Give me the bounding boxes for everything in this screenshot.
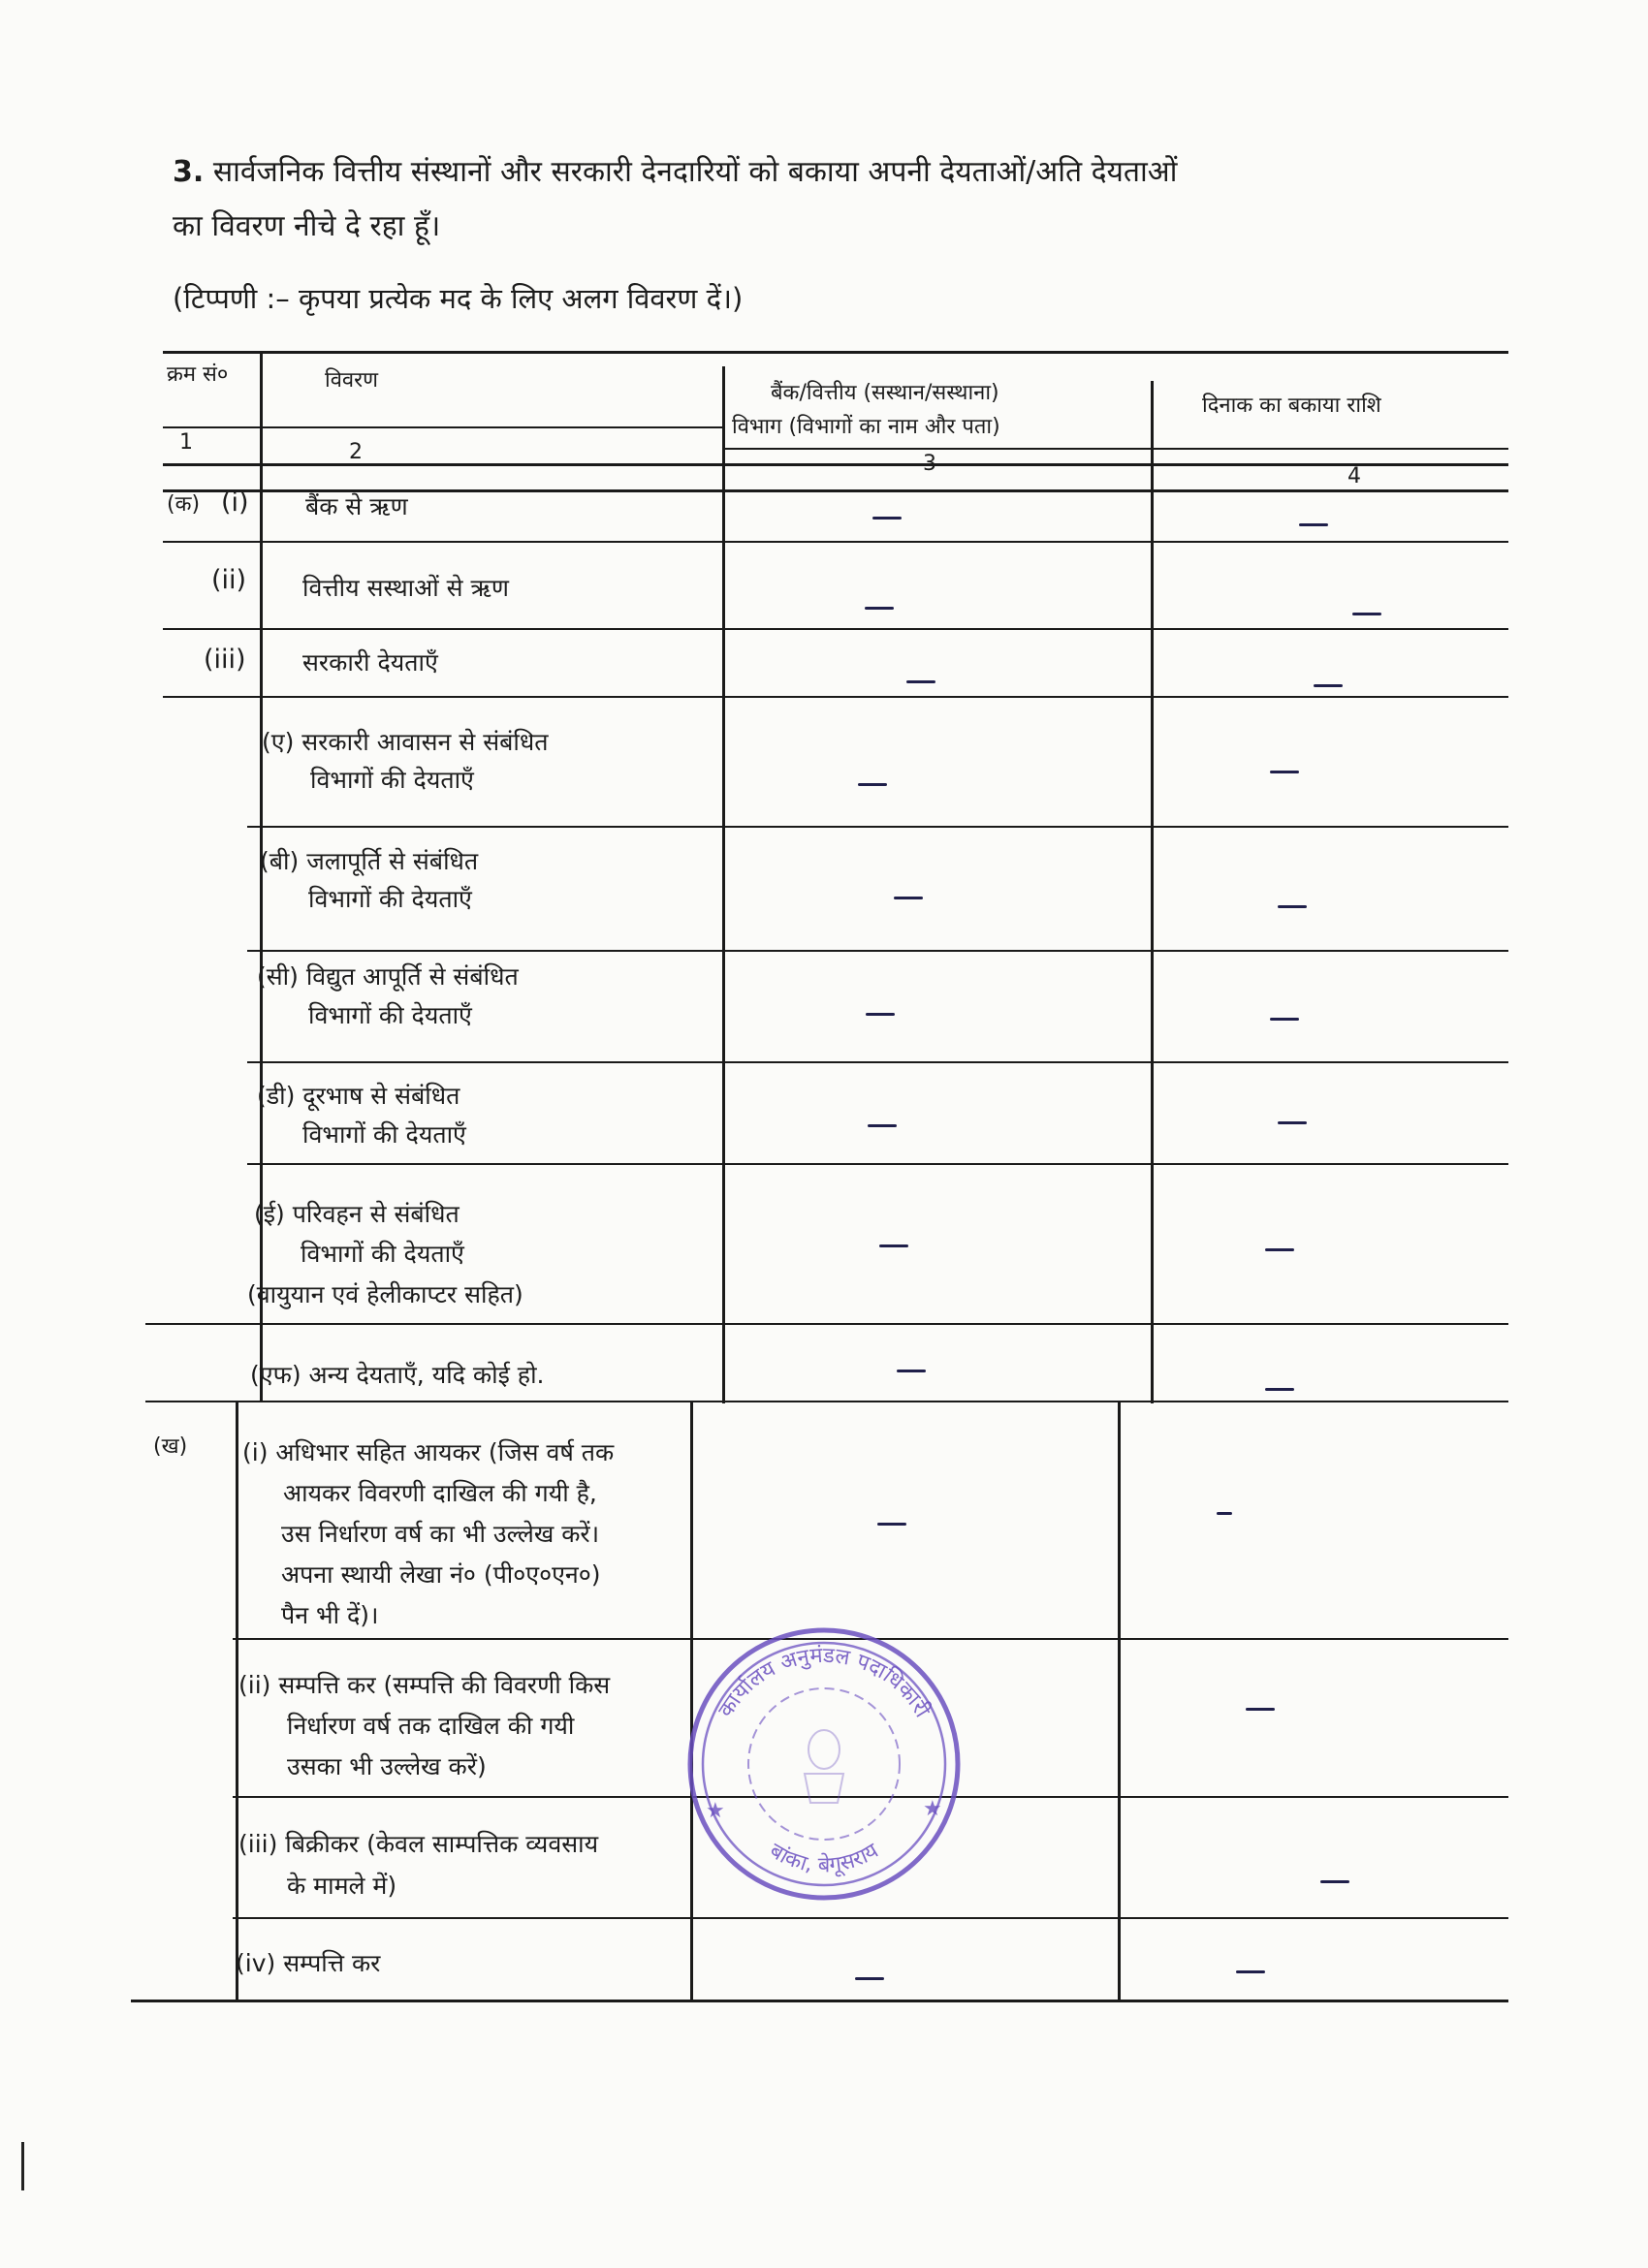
- amount-value-blank: [1314, 684, 1343, 687]
- row-description: (डी) दूरभाष से संबंधित: [257, 1082, 460, 1110]
- row-description: आयकर विवरणी दाखिल की गयी है,: [283, 1479, 597, 1507]
- row-serial-prefix: (ख): [153, 1434, 188, 1459]
- row-description: उस निर्धारण वर्ष का भी उल्लेख करें।: [281, 1520, 600, 1548]
- instruction-note: (टिप्पणी :– कृपया प्रत्येक मद के लिए अलग विवरण दें।): [173, 282, 744, 315]
- colnum-divider: [163, 463, 1508, 466]
- emblem-icon: [805, 1730, 843, 1803]
- amount-value-blank: [1246, 1708, 1275, 1711]
- row-divider: [145, 1401, 1508, 1402]
- svg-text:बांका, बेगूसराय: [765, 1839, 883, 1879]
- col-number: 4: [1347, 464, 1361, 488]
- bank-value-blank: [855, 1977, 884, 1980]
- row-description: (ई) परिवहन से संबंधित: [254, 1200, 460, 1228]
- row-serial: (i): [221, 488, 249, 518]
- col-number: 1: [179, 430, 193, 455]
- office-seal-stamp: [669, 1604, 979, 1914]
- col-divider: [1151, 381, 1154, 1403]
- row-divider: [247, 1061, 1508, 1063]
- row-description: वित्तीय सस्थाओं से ऋण: [302, 574, 509, 602]
- row-description: उसका भी उल्लेख करें): [287, 1752, 487, 1780]
- row-divider: [145, 1323, 1508, 1325]
- stamp-star-icon: ★: [923, 1797, 942, 1821]
- bank-value-blank: [866, 1013, 895, 1016]
- amount-value-blank: [1278, 1121, 1307, 1124]
- row-divider: [233, 1917, 1508, 1919]
- header-divider: [163, 426, 725, 428]
- col-divider: [722, 366, 725, 1403]
- row-divider: [163, 541, 1508, 543]
- header-serial: क्रम सं०: [167, 362, 229, 387]
- col-divider: [1118, 1401, 1121, 2001]
- margin-mark: [21, 2142, 24, 2190]
- amount-value-blank: [1270, 771, 1299, 773]
- header-amount: दिनाक का बकाया राशि: [1202, 394, 1381, 418]
- header-bank-line-1: बैंक/वित्तीय (सस्थान/सस्थाना): [771, 381, 999, 405]
- bank-value-blank: [894, 897, 923, 899]
- row-description: (ए) सरकारी आवासन से संबंधित: [262, 728, 549, 756]
- row-description: अपना स्थायी लेखा नं० (पी०ए०एन०): [281, 1560, 601, 1589]
- row-divider: [247, 950, 1508, 952]
- row-description: बैंक से ऋण: [305, 492, 408, 520]
- col-number: 2: [349, 440, 363, 464]
- header-description: विवरण: [325, 368, 379, 393]
- row-description: सरकारी देयताएँ: [302, 648, 438, 677]
- row-description: विभागों की देयताएँ: [310, 766, 474, 794]
- amount-value-blank: [1265, 1248, 1294, 1251]
- bank-value-blank: [865, 607, 894, 610]
- row-description: (वायुयान एवं हेलीकाप्टर सहित): [247, 1280, 523, 1308]
- bank-value-blank: [906, 680, 935, 683]
- row-description: विभागों की देयताएँ: [301, 1240, 464, 1268]
- amount-value-blank: [1299, 523, 1328, 526]
- col-number: 3: [923, 452, 936, 476]
- header-bank-line-2: विभाग (विभागों का नाम और पता): [732, 415, 1000, 439]
- bank-value-blank: [879, 1244, 908, 1247]
- bank-value-blank: [897, 1370, 926, 1372]
- row-description: (सी) विद्युत आपूर्ति से संबंधित: [257, 962, 519, 991]
- bank-value-blank: [872, 517, 902, 520]
- amount-value-blank: [1320, 1880, 1349, 1883]
- heading-line-2: का विवरण नीचे दे रहा हूँ।: [173, 209, 441, 243]
- stamp-star-icon: ★: [706, 1799, 725, 1823]
- stamp-top-text: कार्यालय अनुमंडल पदाधिकारी: [713, 1643, 935, 1722]
- amount-value-blank: [1352, 613, 1381, 615]
- row-serial-prefix: (क): [167, 492, 201, 517]
- amount-value-blank: [1265, 1388, 1294, 1391]
- row-description: (एफ) अन्य देयताएँ, यदि कोई हो.: [250, 1361, 545, 1389]
- heading-line-1: सार्वजनिक वित्तीय संस्थानों और सरकारी देनदारियों को बकाया अपनी देयताओं/अति देयताओं: [212, 155, 1178, 189]
- stamp-bottom-text: बांका, बेगूसराय: [765, 1839, 883, 1878]
- row-divider: [163, 628, 1508, 630]
- bank-value-blank: [868, 1124, 897, 1127]
- row-divider: [163, 696, 1508, 698]
- bank-value-blank: [858, 783, 887, 786]
- row-divider: [247, 1163, 1508, 1165]
- bank-value-blank: [877, 1523, 906, 1526]
- row-description: पैन भी दें)।: [281, 1601, 379, 1629]
- row-description: निर्धारण वर्ष तक दाखिल की गयी: [287, 1712, 575, 1740]
- table-top-border: [163, 351, 1508, 354]
- row-description: के मामले में): [287, 1872, 397, 1900]
- row-description: विभागों की देयताएँ: [308, 1001, 472, 1029]
- row-description: (iv) सम्पत्ति कर: [236, 1949, 381, 1977]
- row-description: (ii) सम्पत्ति कर (सम्पत्ति की विवरणी किस: [238, 1671, 611, 1699]
- row-description: (बी) जलापूर्ति से संबंधित: [260, 847, 479, 875]
- amount-value-blank: [1217, 1512, 1232, 1515]
- amount-value-blank: [1270, 1018, 1299, 1021]
- row-description: (iii) बिक्रीकर (केवल साम्पत्तिक व्यवसाय: [238, 1830, 599, 1858]
- row-divider: [247, 826, 1508, 828]
- row-description: विभागों की देयताएँ: [302, 1120, 466, 1149]
- row-serial: (ii): [211, 565, 247, 595]
- table-bottom-border: [131, 2000, 1508, 2002]
- header-divider: [725, 448, 1508, 450]
- section-number: 3.: [173, 155, 205, 189]
- section-heading: [173, 145, 1530, 254]
- amount-value-blank: [1278, 905, 1307, 908]
- amount-value-blank: [1236, 1970, 1265, 1973]
- row-description: विभागों की देयताएँ: [308, 885, 472, 913]
- row-serial: (iii): [204, 645, 246, 675]
- row-description: (i) अधिभार सहित आयकर (जिस वर्ष तक: [242, 1438, 615, 1466]
